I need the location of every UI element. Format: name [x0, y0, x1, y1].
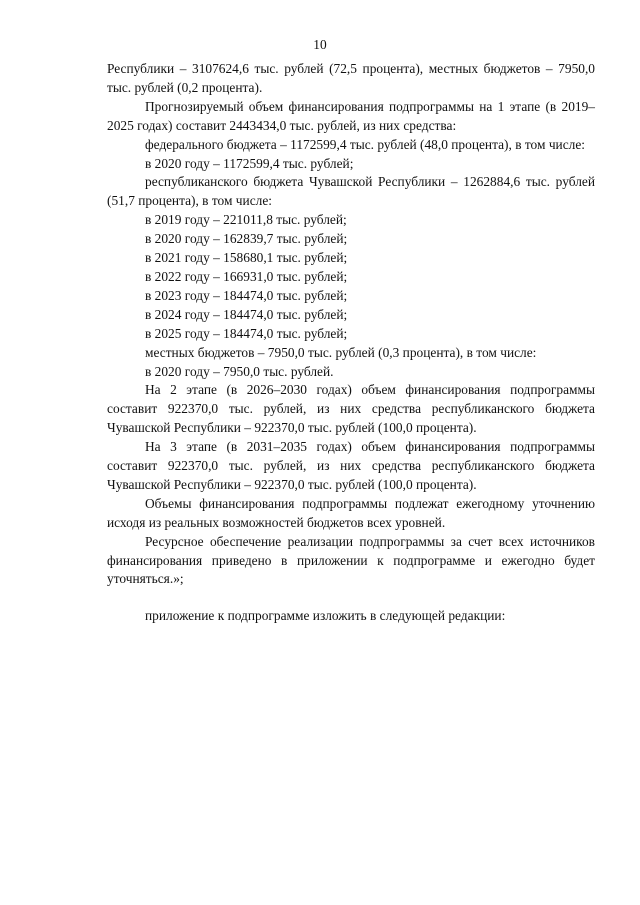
paragraph-appendix-instruction: приложение к подпрограмме изложить в следующей редакции: [145, 608, 506, 624]
paragraph-stage3: На 3 этапе (в 2031–2035 годах) объем финансирования подпрограммы составит 922370,0 тыс. рублей, из них средства республиканского бюджета Чувашской Республики – 922370,0 тыс. рублей (100,0 процента). [107, 439, 595, 492]
paragraph-stage2: На 2 этапе (в 2026–2030 годах) объем финансирования подпрограммы составит 922370,0 тыс. рублей, из них средства республиканского бюджета Чувашской Республики – 922370,0 тыс. рублей (100,0 процента). [107, 382, 595, 436]
list-item-republic-2021: в 2021 году – 158680,1 тыс. рублей; [145, 250, 348, 266]
paragraph-annual-adjustment: Объемы финансирования подпрограммы подлежат ежегодному уточнению исходя из реальных возможностей бюджетов всех уровней. [107, 495, 595, 530]
paragraph-spacer [107, 589, 595, 607]
paragraph-stage1-forecast: Прогнозируемый объем финансирования подпрограммы на 1 этапе (в 2019–2025 годах) составит 2443434,0 тыс. рублей, из них средства: [107, 98, 595, 133]
list-item-republic-2019: в 2019 году – 221011,8 тыс. рублей; [145, 212, 347, 228]
list-item-local-2020: в 2020 году – 7950,0 тыс. рублей. [145, 363, 334, 379]
paragraph-republic-budget: республиканского бюджета Чувашской Республики – 1262884,6 тыс. рублей (51,7 процента), в том числе: [107, 174, 595, 209]
list-item-republic-2023: в 2023 году – 184474,0 тыс. рублей; [145, 287, 348, 303]
paragraph-federal-budget: федерального бюджета – 1172599,4 тыс. рублей (48,0 процента), в том числе: [145, 136, 586, 152]
paragraph-resource-provision: Ресурсное обеспечение реализации подпрограммы за счет всех источников финансирования приведено в приложении к подпрограмме и ежегодно будет уточняться.»; [107, 533, 595, 587]
list-item-republic-2024: в 2024 году – 184474,0 тыс. рублей; [145, 306, 348, 322]
list-item-federal-2020: в 2020 году – 1172599,4 тыс. рублей; [145, 155, 354, 171]
paragraph-local-budget: местных бюджетов – 7950,0 тыс. рублей (0,3 процента), в том числе: [145, 344, 537, 360]
list-item-republic-2020: в 2020 году – 162839,7 тыс. рублей; [145, 231, 348, 247]
document-body [107, 60, 595, 626]
page-number: 10 [313, 37, 327, 52]
paragraph-funding-republic-local: Республики – 3107624,6 тыс. рублей (72,5 процента), местных бюджетов – 7950,0 тыс. рублей (0,2 процента). [107, 61, 595, 95]
list-item-republic-2022: в 2022 году – 166931,0 тыс. рублей; [145, 268, 348, 284]
list-item-republic-2025: в 2025 году – 184474,0 тыс. рублей; [145, 325, 348, 341]
